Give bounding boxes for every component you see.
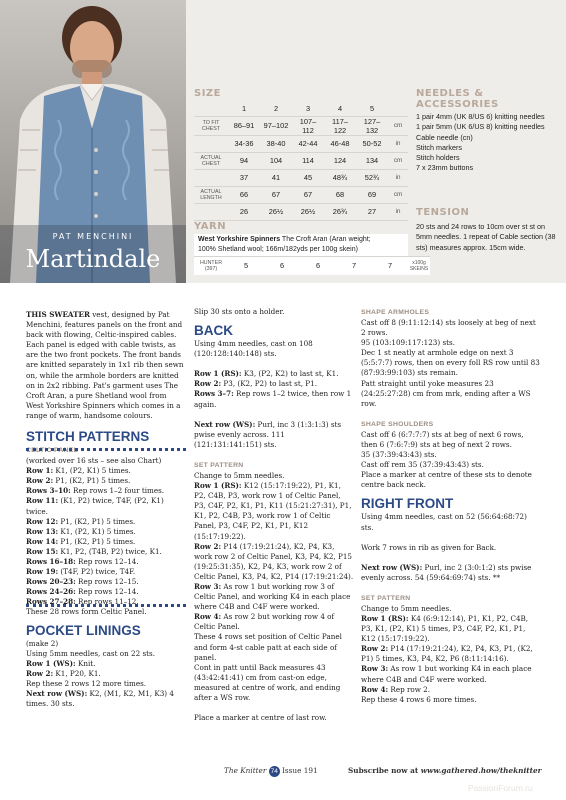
row-text: Rep rows 1–2 twice, then row 1 again. [194, 389, 352, 409]
set-pattern-heading: SET PATTERN [361, 594, 411, 602]
row-number: Row 1 (WS): [26, 658, 76, 668]
size-header-cell [388, 102, 408, 116]
size-row [194, 116, 408, 135]
shoulder-line: 35 (37:39:43:43) sts. [361, 450, 437, 460]
size-cell: 45 [292, 169, 324, 186]
intro-paragraph [26, 310, 186, 421]
row-number: Next row (WS): [26, 689, 88, 698]
row-text: (T4F, P2) twice, T4F. [58, 567, 136, 577]
size-heading: SIZE [194, 88, 222, 99]
size-cell: 67 [260, 186, 292, 203]
set-intro: Change to 5mm needles. [361, 603, 452, 613]
yarn-quantity-cell: 5 [228, 257, 264, 275]
row-number: Row 2: [26, 476, 54, 486]
section-divider [26, 448, 186, 451]
pocket-line [26, 669, 186, 679]
armhole-line: Dec 1 st neatly at armhole edge on next 3 (5:5:7:7) rows, then on every foll RS row until 83 (87:93:99:103) sts remain. [361, 348, 540, 378]
size-cell: 27 [356, 203, 388, 220]
magazine-name: The Knitter [224, 766, 267, 775]
set-end: Rep these 4 rows 6 more times. [361, 694, 477, 704]
row-text: Rep these 2 rows 12 more times. [26, 678, 147, 688]
shoulder-line: Cast off rem 35 (37:39:43:43) sts. [361, 460, 484, 470]
row-number: Rows 3–10: [26, 486, 71, 496]
info-panel [186, 0, 566, 283]
size-cell: 134 [356, 152, 388, 169]
yarn-shade-label: HUNTER (397) [194, 257, 228, 275]
row-text: K1, (P2, K1) 5 times. [58, 526, 136, 536]
row-text: P1, (K2, P1) 5 times. [58, 536, 136, 546]
celtic-row [26, 527, 186, 537]
intro-text: vest, designed by Pat Menchini, features panels on the front and back with flowing, Celtic-inspired cables. Each panel is edged with cable twists, as are the two front pockets. The front bands are knitted separately in 1x1 rib then sewn on, while the armhole borders are knitted on in 2x2 ribbing. Pat's garment uses The Croft Aran, a pure Shetland wool from West Yorkshire Spinners which comes in a range of warm, handsome colours. [26, 310, 184, 420]
row-text: K3, (P2, K2) to last st, K1. [241, 369, 339, 379]
size-cell: 38-40 [260, 135, 292, 152]
size-cell: 97–102 [260, 116, 292, 135]
section-divider [26, 604, 186, 607]
size-header-row [194, 102, 408, 116]
row-number: Rows 27–28: [26, 597, 76, 607]
row-number: Row 1 (RS): [194, 369, 242, 379]
yarn-quantity-cell: 7 [372, 257, 408, 275]
yarn-quantity-cell: 7 [336, 257, 372, 275]
size-header-cell: 2 [260, 102, 292, 116]
row-text: (K1, P2) twice, T4F, (P2, K1) twice. [26, 496, 164, 516]
shape-shoulders-heading: SHAPE SHOULDERS [361, 420, 434, 428]
row-text: P14 (17:19:21:24), K2, P4, K3, P1, (K2, P1) 5 times, K3, P4, K2, P6 (8:11:14:16). [361, 644, 533, 664]
subscribe-url[interactable]: www.gathered.how/theknitter [420, 766, 542, 775]
size-header-cell: 5 [356, 102, 388, 116]
celtic-row [26, 557, 186, 567]
row-text: K1, (P2, K1) 5 times. [53, 466, 131, 476]
subscribe-text: Subscribe now at [348, 766, 421, 775]
row-text: P1, (K2, P1) 5 times. [53, 476, 131, 486]
celtic-row [26, 537, 186, 547]
row-number: Next row (WS): [361, 562, 423, 572]
celtic-row [26, 476, 186, 486]
yarn-quantity-table [194, 256, 430, 275]
celtic-row [26, 587, 186, 597]
size-cell: 46-48 [324, 135, 356, 152]
row-number: Row 15: [26, 546, 59, 556]
size-cell: 52¾ [356, 169, 388, 186]
set-row [194, 542, 354, 582]
yarn-brand: West Yorkshire Spinners [198, 236, 281, 243]
row-number: Row 11: [26, 496, 59, 506]
armhole-line: Patt straight until yoke measures 23 (24:25:27:28) cm from mrk, ending after a WS row. [361, 378, 531, 408]
yarn-heading: YARN [194, 221, 227, 232]
set-row [361, 614, 541, 644]
intro-lead: THIS SWEATER [26, 310, 90, 319]
set-row [194, 612, 354, 632]
row-number: Row 2: [194, 541, 222, 551]
stitch-patterns-heading: STITCH PATTERNS [26, 429, 150, 445]
row-text: As row 1 but working row 3 of Celtic Panel, and working K4 in each place where C4B and C4F were worked. [194, 581, 351, 612]
tension-text: 20 sts and 24 rows to 10cm over st st on 5mm needles. 1 repeat of Cable section (38 sts) measures approx. 15cm wide. [416, 222, 556, 252]
footer-issue [224, 766, 318, 777]
size-cell: 114 [292, 152, 324, 169]
celtic-panel-heading: CELTIC PANEL [26, 447, 79, 455]
pocket-line [26, 639, 186, 649]
row-text: Rep rows 12–14. [75, 556, 139, 566]
footer-subscribe [348, 766, 542, 775]
yarn-quantity-cell: 6 [264, 257, 300, 275]
size-cell: 26½ [260, 203, 292, 220]
tension-heading: TENSION [416, 207, 470, 218]
row-text: Purl, inc 2 (3:0:1:2) sts pwise evenly across. 54 (59:64:69:74) sts. ** [361, 562, 532, 582]
size-cell: 67 [292, 186, 324, 203]
row-number: Row 14: [26, 536, 59, 546]
celtic-end: These 28 rows form Celtic Panel. [26, 607, 147, 617]
row-number: Row 1 (RS): [361, 613, 409, 623]
size-unit: in [388, 169, 408, 186]
size-cell: 94 [228, 152, 260, 169]
column-2 [194, 307, 354, 723]
size-header-cell: 4 [324, 102, 356, 116]
size-header-cell: 1 [228, 102, 260, 116]
size-row [194, 152, 408, 169]
page-number: 74 [270, 768, 278, 775]
celtic-row [26, 466, 186, 476]
pocket-line [26, 649, 186, 659]
row-text: K1, P2, (T4B, P2) twice, K1. [58, 546, 162, 556]
size-row [194, 135, 408, 152]
size-row [194, 203, 408, 220]
pocket-line [26, 689, 186, 709]
row-number: Row 3: [361, 664, 389, 674]
set-row [194, 481, 354, 542]
pattern-title: Martindale [25, 245, 161, 273]
row-number: Row 2: [361, 644, 389, 654]
pocket-line [26, 659, 186, 669]
column-1 [26, 310, 186, 709]
row-number: Row 19: [26, 567, 59, 577]
size-row [194, 186, 408, 203]
row-number: Row 3: [194, 581, 222, 591]
row-text: P14 (17:19:21:24), K2, P4, K3, work row 2 of Celtic Panel, K3, P4, K2, P15 (19:25:31:35), K2, P4, K3, work row 2 of Celtic Panel, K3, P4, K2, P14 (17:19:21:24). [194, 541, 354, 581]
row-text: K1, P20, K1. [53, 668, 101, 678]
size-unit: cm [388, 186, 408, 203]
shoulder-line: Cast off 6 (6:7:7:7) sts at beg of next 6 rows, then 6 (7:6:7:9) sts at beg of next 2 rows. [361, 429, 524, 449]
celtic-row [26, 517, 186, 527]
size-cell: 34-36 [228, 135, 260, 152]
back-intro: Using 4mm needles, cast on 108 (120:128:140:148) sts. [194, 339, 313, 359]
row-number: Row 2: [26, 668, 54, 678]
row-text: (make 2) [26, 638, 59, 648]
right-front-heading: RIGHT FRONT [361, 496, 454, 512]
size-table [194, 102, 408, 221]
back-next-row [194, 420, 354, 450]
size-unit: cm [388, 152, 408, 169]
row-number: Rows 3–7: [194, 389, 234, 399]
row-text: Rep rows 1–2 four times. [70, 486, 165, 496]
row-text: P1, (K2, P1) 5 times. [58, 516, 136, 526]
yarn-quantity-cell: 6 [300, 257, 336, 275]
back-heading: BACK [194, 323, 233, 339]
row-text: Using 5mm needles, cast on 22 sts. [26, 648, 155, 658]
row-number: Row 1: [26, 466, 54, 476]
row-number: Row 13: [26, 526, 59, 536]
size-cell: 26½ [292, 203, 324, 220]
set-row [194, 582, 354, 612]
size-cell: 107–112 [292, 116, 324, 135]
row-number: Next row (WS): [194, 419, 256, 429]
set-end: Cont in patt until Back measures 43 (43:42:41:41) cm from cast-on edge, measured at centre of work, and ending after a WS row. [194, 662, 341, 702]
needles-item: 7 x 23mm buttons [416, 163, 474, 173]
row-text: K2, (M1, K2, M1, K3) 4 times. 30 sts. [26, 689, 174, 709]
row-text: Rep row 2. [388, 684, 431, 694]
size-row-label [194, 169, 228, 186]
set-end: These 4 rows set position of Celtic Panel and form 4-st cable patt at each side of panel. [194, 632, 342, 662]
back-row [194, 379, 354, 389]
needles-item: 1 pair 5mm (UK 6/US 8) knitting needles [416, 122, 545, 132]
issue-number: Issue 191 [282, 766, 318, 775]
set-intro: Change to 5mm needles. [194, 470, 285, 480]
row-text: Purl, inc 3 (1:3:1:3) sts pwise evenly across. 111 (121:131:141:151) sts. [194, 419, 342, 449]
size-cell: 37 [228, 169, 260, 186]
set-pattern-heading: SET PATTERN [194, 461, 244, 469]
front-next-row [361, 563, 541, 583]
size-row [194, 169, 408, 186]
back-row [194, 369, 354, 379]
slip-note: Slip 30 sts onto a holder. [194, 307, 285, 316]
size-cell: 127–132 [356, 116, 388, 135]
row-number: Row 12: [26, 516, 59, 526]
armhole-line: Cast off 8 (9:11:12:14) sts loosely at beg of next 2 rows. [361, 318, 536, 338]
size-cell: 117–122 [324, 116, 356, 135]
row-text: Rep rows 12–15. [75, 577, 139, 587]
needles-list [416, 112, 562, 174]
celtic-row [26, 547, 186, 557]
size-cell: 68 [324, 186, 356, 203]
designer-name: PAT MENCHINI [52, 232, 134, 241]
yarn-description [194, 234, 408, 256]
row-text: Rep rows 11–12. [75, 597, 139, 607]
size-unit: in [388, 203, 408, 220]
celtic-row [26, 567, 186, 577]
pocket-line [26, 679, 186, 689]
row-number: Row 4: [361, 684, 389, 694]
celtic-row [26, 496, 186, 516]
shape-armholes-heading: SHAPE ARMHOLES [361, 309, 430, 316]
row-text: As row 2 but working row 4 of Celtic Panel. [194, 612, 335, 632]
needles-item: 1 pair 4mm (UK 8/US 6) knitting needles [416, 112, 545, 121]
size-row-label: TO FIT CHEST [194, 116, 228, 135]
set-end: Place a marker at centre of last row. [194, 713, 327, 723]
size-header-cell: 3 [292, 102, 324, 116]
row-text: Knit. [75, 658, 96, 668]
column-3 [361, 307, 541, 705]
size-row-label [194, 203, 228, 220]
front-work: Work 7 rows in rib as given for Back. [361, 542, 497, 552]
shoulder-line: Place a marker at centre of these sts to denote centre back neck. [361, 470, 532, 490]
size-unit: in [388, 135, 408, 152]
needles-item: Stitch holders [416, 153, 460, 163]
size-unit: cm [388, 116, 408, 135]
celtic-row [26, 486, 186, 496]
size-cell: 104 [260, 152, 292, 169]
size-row-label [194, 135, 228, 152]
size-cell: 50-52 [356, 135, 388, 152]
row-number: Row 1 (RS): [194, 481, 242, 491]
back-row [194, 389, 354, 409]
row-number: Rows 20–23: [26, 577, 76, 587]
row-number: Rows 16–18: [26, 556, 76, 566]
size-row-label: ACTUAL LENGTH [194, 186, 228, 203]
size-cell: 124 [324, 152, 356, 169]
row-text: As row 1 but working K4 in each place where C4B and C4F were worked. [361, 664, 532, 684]
armhole-line: 95 (103:109:117:123) sts. [361, 338, 456, 348]
row-number: Row 2: [194, 379, 222, 389]
set-row [361, 664, 541, 684]
size-cell: 48¾ [324, 169, 356, 186]
row-text: P3, (K2, P2) to last st, P1. [221, 379, 317, 389]
size-cell: 69 [356, 186, 388, 203]
celtic-row [26, 577, 186, 587]
celtic-note: (worked over 16 sts – see also Chart) [26, 456, 162, 466]
pocket-linings-heading: POCKET LININGS [26, 622, 141, 638]
size-header-cell [194, 102, 228, 116]
yarn-quantity-row [194, 257, 430, 275]
size-row-label: ACTUAL CHEST [194, 152, 228, 169]
set-row [361, 644, 541, 664]
row-text: Rep rows 12–14. [75, 587, 139, 597]
yarn-name: The Croft Aran (Aran weight; [280, 236, 371, 243]
row-text: K4 (6:9:12:14), P1, K1, P2, C4B, P3, K1, (P2, K1) 5 times, P3, C4F, P2, K1, P1, K12 (15:17:19:22). [361, 613, 529, 644]
row-number: Rows 24–26: [26, 587, 76, 597]
needles-item: Cable needle (cn) [416, 132, 473, 142]
yarn-unit: x100g SKEINS [408, 257, 430, 275]
row-number: Row 4: [194, 612, 222, 622]
needles-item: Stitch markers [416, 142, 462, 152]
size-cell: 41 [260, 169, 292, 186]
size-cell: 26 [228, 203, 260, 220]
model-photo [0, 0, 186, 283]
size-cell: 42-44 [292, 135, 324, 152]
size-cell: 66 [228, 186, 260, 203]
watermark: PassionForum.ru [468, 783, 533, 793]
size-cell: 86–91 [228, 116, 260, 135]
size-cell: 26¾ [324, 203, 356, 220]
row-text: K12 (15:17:19:22), P1, K1, P2, C4B, P3, work row 1 of Celtic Panel, P3, C4F, P2, K1, P1, K11 (15:21:27:31), P1, K1, P2, C4B, P3, work row 1 of Celtic Panel, P3, C4F, P2, K1, P1, K12 (15:17:19:22). [194, 481, 352, 541]
yarn-composition: 100% Shetland wool; 166m/182yds per 100g skein) [198, 245, 358, 253]
needles-heading: NEEDLES & ACCESSORIES [416, 88, 499, 110]
set-row [361, 685, 541, 695]
front-intro: Using 4mm needles, cast on 52 (56:64:68:72) sts. [361, 512, 527, 532]
